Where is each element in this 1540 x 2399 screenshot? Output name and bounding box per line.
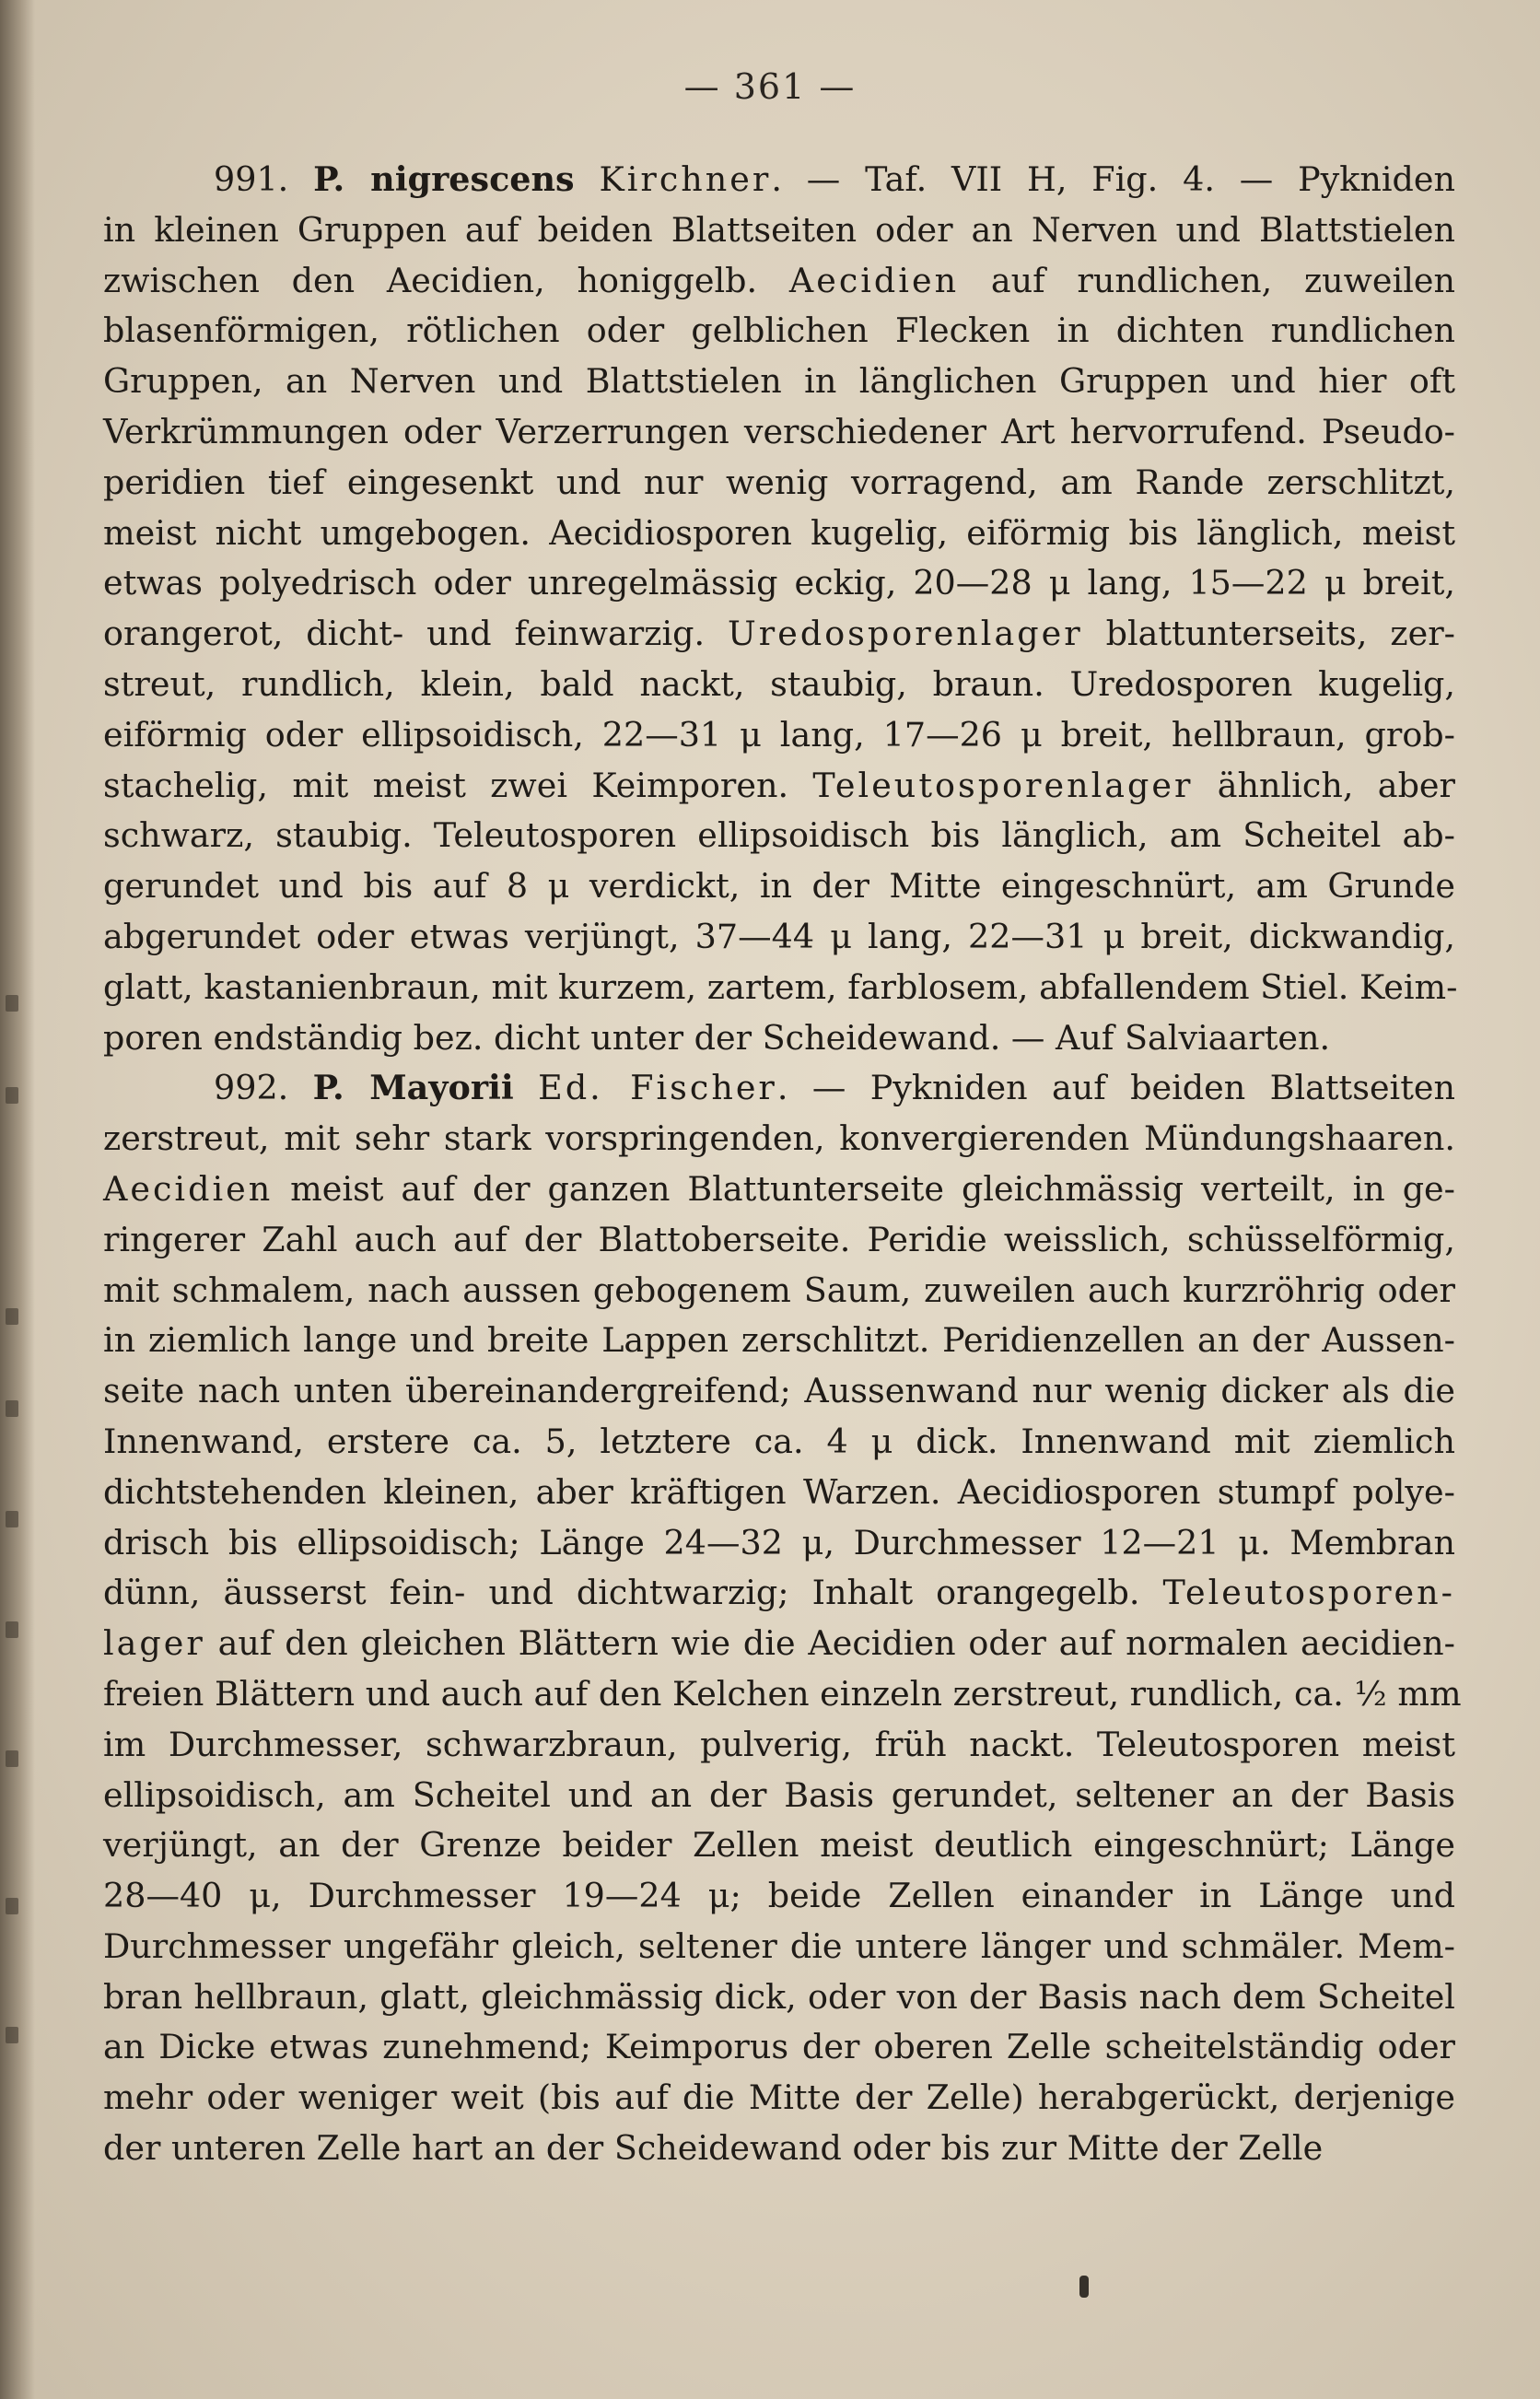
text-line — [103, 811, 1455, 861]
text-run: stachelig, mit meist zwei Keimporen. — [103, 765, 813, 805]
text-line — [103, 1669, 1462, 1720]
text-run: eiförmig oder ellipsoidisch, 22—31 μ lang, 17—26 μ breit, hellbraun, grob- — [103, 714, 1455, 755]
text-run — [575, 159, 600, 199]
text-run: Innenwand, erstere ca. 5, letztere ca. 4 μ dick. Innenwand mit ziemlich — [103, 1421, 1455, 1461]
text-line — [103, 1215, 1455, 1266]
text-run: 992. — [214, 1068, 313, 1108]
text-run: ähnlich, aber — [1193, 765, 1455, 805]
text-run: blasenförmigen, rötlichen oder gelblichen Flecken in dichten rundlichen — [103, 310, 1455, 351]
spaced-term: Ed. Fischer — [538, 1068, 777, 1108]
text-run: meist nicht umgebogen. Aecidiosporen kugelig, eiförmig bis länglich, meist — [103, 512, 1455, 553]
text-run: ringerer Zahl auch auf der Blattoberseite. Peridie weisslich, schüsselförmig, — [103, 1219, 1455, 1259]
margin-mark — [6, 1621, 18, 1638]
text-run: in ziemlich lange und breite Lappen zerschlitzt. Peridienzellen an der Aussen- — [103, 1320, 1455, 1361]
text-line — [103, 710, 1455, 761]
text-run: verjüngt, an der Grenze beider Zellen meist deutlich eingeschnürt; Länge — [103, 1825, 1455, 1866]
text-run: Verkrümmungen oder Verzerrungen verschiedener Art hervorrufend. Pseudo- — [103, 411, 1455, 451]
text-line — [103, 155, 1455, 205]
margin-mark — [6, 1511, 18, 1527]
text-run: abgerundet oder etwas verjüngt, 37—44 μ lang, 22—31 μ breit, dickwandig, — [103, 916, 1455, 956]
text-run: mit schmalem, nach aussen gebogenem Saum, zuweilen auch kurzröhrig oder — [103, 1270, 1455, 1310]
spaced-term: Aecidien — [788, 260, 960, 300]
text-line — [103, 2022, 1455, 2073]
text-line — [103, 1013, 1455, 1064]
text-run: ellipsoidisch, am Scheitel und an der Basis gerundet, seltener an der Basis — [103, 1774, 1455, 1815]
spaced-term: Uredosporenlager — [728, 614, 1083, 654]
spaced-term: Teleutosporen- — [1162, 1573, 1455, 1613]
text-line — [103, 1972, 1455, 2023]
text-line — [103, 912, 1455, 963]
text-line — [103, 761, 1455, 812]
text-run: auf den gleichen Blättern wie die Aecidien oder auf normalen aecidien- — [204, 1623, 1455, 1664]
margin-mark — [6, 2027, 18, 2043]
text-line — [103, 1266, 1455, 1317]
text-line — [103, 558, 1455, 609]
text-run: etwas polyedrisch oder unregelmässig eckig, 20—28 μ lang, 15—22 μ breit, — [103, 563, 1455, 603]
text-run: in kleinen Gruppen auf beiden Blattseiten oder an Nerven und Blattstielen — [103, 209, 1455, 250]
text-line — [103, 256, 1455, 307]
text-run: Gruppen, an Nerven und Blattstielen in länglichen Gruppen und hier oft — [103, 361, 1455, 402]
species-name: P. Mayorii — [312, 1068, 514, 1108]
text-run: . — Pykniden auf beiden Blattseiten — [776, 1068, 1455, 1108]
text-run: poren endständig bez. dicht unter der Scheidewand. — Auf Salviaarten. — [103, 1017, 1331, 1058]
ink-speck — [1079, 2276, 1089, 2298]
text-run: im Durchmesser, schwarzbraun, pulverig, früh nackt. Teleutosporen meist — [103, 1724, 1455, 1764]
spaced-term: Aecidien — [103, 1168, 274, 1209]
text-line — [103, 1114, 1455, 1164]
text-line — [103, 861, 1455, 912]
text-line — [103, 357, 1455, 407]
text-line — [103, 1164, 1455, 1215]
text-run: dünn, äusserst fein- und dichtwarzig; Inhalt orangegelb. — [103, 1573, 1163, 1613]
text-run: freien Blättern und auch auf den Kelchen einzeln zerstreut, rundlich, ca. ½ mm — [103, 1673, 1462, 1714]
text-line — [103, 1568, 1455, 1619]
text-line — [103, 1316, 1455, 1366]
text-line — [103, 1366, 1455, 1417]
text-line — [103, 1720, 1455, 1771]
text-line — [103, 1922, 1455, 1972]
margin-mark — [6, 1400, 18, 1417]
margin-mark — [6, 1308, 18, 1325]
text-run: dichtstehenden kleinen, aber kräftigen Warzen. Aecidiosporen stumpf polye- — [103, 1471, 1455, 1512]
text-line — [103, 306, 1455, 357]
text-line — [103, 1771, 1455, 1821]
text-run: mehr oder weniger weit (bis auf die Mitte der Zelle) herabgerückt, derjenige — [103, 2077, 1455, 2118]
text-run: blattunterseits, zer- — [1082, 614, 1455, 654]
body-text — [103, 155, 1462, 2174]
text-line — [103, 1468, 1455, 1518]
text-line — [103, 660, 1455, 710]
text-line — [103, 2073, 1455, 2124]
spaced-term: Kirchner — [599, 159, 772, 199]
margin-mark — [6, 1087, 18, 1104]
spaced-term: Teleutosporenlager — [812, 765, 1194, 805]
text-line — [103, 2124, 1455, 2174]
text-run: peridien tief eingesenkt und nur wenig vorragend, am Rande zerschlitzt, — [103, 462, 1455, 502]
margin-mark — [6, 995, 18, 1012]
page-number: — 361 — — [683, 66, 857, 107]
text-run: meist auf der ganzen Blattunterseite gleichmässig verteilt, in ge- — [273, 1168, 1455, 1209]
text-run — [514, 1068, 538, 1107]
text-line — [103, 509, 1455, 559]
spaced-term: lager — [103, 1623, 205, 1664]
text-run: Durchmesser ungefähr gleich, seltener die untere länger und schmäler. Mem- — [103, 1925, 1455, 1966]
text-run: 28—40 μ, Durchmesser 19—24 μ; beide Zellen einander in Länge und — [103, 1876, 1455, 1916]
text-line — [103, 1820, 1455, 1871]
text-line — [103, 609, 1455, 660]
text-run: zwischen den Aecidien, honiggelb. — [103, 260, 789, 300]
text-line — [103, 1063, 1455, 1114]
text-line — [103, 1518, 1455, 1569]
text-line — [103, 1417, 1455, 1468]
text-line — [103, 1619, 1455, 1669]
text-line — [103, 1871, 1455, 1922]
text-run: zerstreut, mit sehr stark vorspringenden, konvergierenden Mündungshaaren. — [103, 1118, 1455, 1159]
text-line — [103, 458, 1455, 509]
text-run: . — Taf. VII H, Fig. 4. — Pykniden — [771, 159, 1456, 199]
text-run: orangerot, dicht- und feinwarzig. — [103, 614, 729, 654]
text-run: 991. — [214, 159, 314, 199]
text-run: schwarz, staubig. Teleutosporen ellipsoidisch bis länglich, am Scheitel ab- — [103, 815, 1455, 856]
text-run: streut, rundlich, klein, bald nackt, staubig, braun. Uredosporen kugelig, — [103, 663, 1455, 704]
text-run: der unteren Zelle hart an der Scheidewand oder bis zur Mitte der Zelle — [103, 2128, 1324, 2169]
text-line — [103, 205, 1455, 256]
text-run: glatt, kastanienbraun, mit kurzem, zartem, farblosem, abfallendem Stiel. Keim- — [103, 966, 1458, 1007]
margin-mark — [6, 1898, 18, 1914]
text-run: seite nach unten übereinandergreifend; Aussenwand nur wenig dicker als die — [103, 1371, 1455, 1411]
text-run: drisch bis ellipsoidisch; Länge 24—32 μ, Durchmesser 12—21 μ. Membran — [103, 1522, 1455, 1562]
text-run: gerundet und bis auf 8 μ verdickt, in der Mitte eingeschnürt, am Grunde — [103, 866, 1455, 907]
text-line — [103, 963, 1458, 1013]
species-name: P. nigrescens — [313, 159, 575, 199]
margin-mark — [6, 1750, 18, 1767]
text-line — [103, 407, 1455, 458]
text-run: an Dicke etwas zunehmend; Keimporus der oberen Zelle scheitelständig oder — [103, 2027, 1455, 2067]
text-run: auf rundlichen, zuweilen — [959, 260, 1455, 300]
text-run: bran hellbraun, glatt, gleichmässig dick, oder von der Basis nach dem Scheitel — [103, 1976, 1455, 2017]
